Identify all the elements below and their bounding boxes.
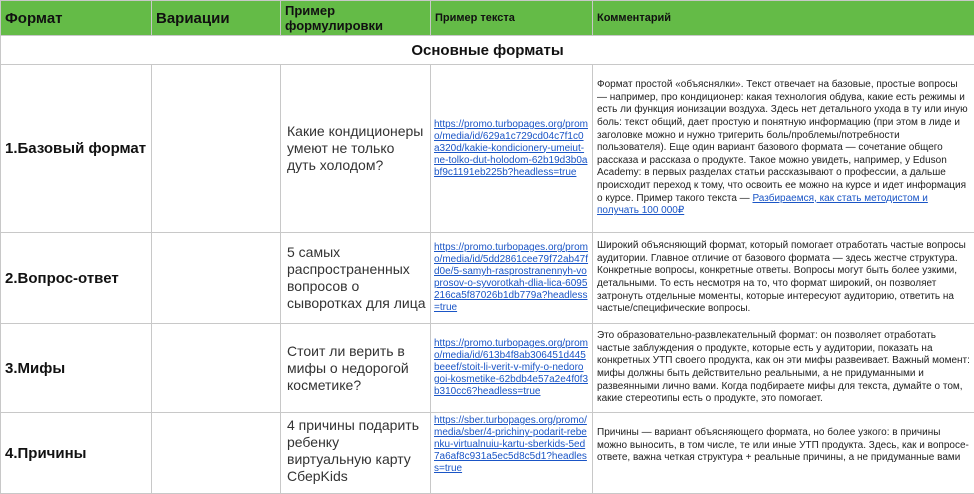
table-row (1, 413, 974, 494)
header-example-text[interactable]: Пример текста (431, 1, 593, 36)
header-format[interactable]: Формат (1, 1, 152, 36)
header-variations[interactable]: Вариации (152, 1, 281, 36)
section-row (1, 36, 974, 65)
header-row (1, 1, 974, 36)
format-cell[interactable]: 3.Мифы (1, 324, 152, 413)
example-cell[interactable]: Какие кондиционеры умеют не только дуть холодом? (281, 65, 431, 233)
comment-text: Формат простой «объяснялки». Текст отвечает на базовые, простые вопросы — например, про кондиционер: какая технология обдува, какие есть режимы и есть ли функция ионизации воздуха. Здесь нет детального ухода в ту или иную боль: текст общий, дает простую и понятную информацию (при этом в лиде и заголовке можно и нужно тригерить боль/проблемы/потребности пользователя). Еще один вариант базового формата — сочетание общего рассказа и рассказа о продукте. Такое можно увидеть, например, у Eduson Academy: в первых разделах статьи рассказывают о профессии, а дальше происходит переход к тому, что освоить ее можно на курсе и идет информация о курсе. Пример такого текста — (597, 79, 968, 203)
variation-cell[interactable] (152, 233, 281, 324)
comment-cell[interactable] (593, 65, 974, 233)
format-cell[interactable]: 1.Базовый формат (1, 65, 152, 233)
variation-cell[interactable] (152, 65, 281, 233)
table-row (1, 233, 974, 324)
comment-cell[interactable]: Причины — вариант объясняющего формата, но более узкого: в причины можно выносить, в том числе, те или иные УТП продукта. Здесь, как и вопросе-ответе, важна четкая структура + реальные причины, а не придуманные вами (593, 413, 974, 494)
example-link[interactable]: https://promo.turbopages.org/promo/media/id/613b4f8ab306451d445beeef/stoit-li-verit-v-mify-o-nedorogoi-kosmetike-62bdb4e57a2e4f0f3b310cc6?headless=true (431, 324, 593, 413)
comment-cell[interactable]: Это образовательно-развлекательный формат: он позволяет отработать частые заблуждения о продукте, которые есть у аудитории, показать на конкретных УТП своего продукта, как он эти мифы развеивает. Важный момент: мифы должны быть действительно реальными, а не придуманными и развеянными лично вами. Когда подбираете мифы для текста, думайте о том, какие стереотипы есть о продукте, это помогает. (593, 324, 974, 413)
example-link[interactable]: https://promo.turbopages.org/promo/media/id/5dd2861cee79f72ab47fd0e/5-samyh-rasprostranennyh-voprosov-o-syvorotkah-dlia-lica-6095216ca5f87026b1db779a?headless=true (431, 233, 593, 324)
example-cell[interactable]: 4 причины подарить ребенку виртуальную карту СберKids (281, 413, 431, 494)
example-cell[interactable]: 5 самых распространенных вопросов о сыворотках для лица (281, 233, 431, 324)
variation-cell[interactable] (152, 324, 281, 413)
example-link[interactable]: https://sber.turbopages.org/promo/media/sber/4-prichiny-podarit-rebenku-virtualnuiu-kartu-sberkids-5ed7a6af8c931a5ec5d8c5d1?headless=true (431, 413, 593, 494)
format-cell[interactable]: 2.Вопрос-ответ (1, 233, 152, 324)
example-cell[interactable]: Стоит ли верить в мифы о недорогой косметике? (281, 324, 431, 413)
variation-cell[interactable] (152, 413, 281, 494)
section-title[interactable]: Основные форматы (1, 36, 974, 65)
header-example-wording[interactable]: Пример формулировки (281, 1, 431, 36)
comment-cell[interactable]: Широкий объясняющий формат, который помогает отработать частые вопросы аудитории. Главное отличие от базового формата — здесь жестче структура. Конкретные вопросы, конкретные ответы. Вопросы могут быть более узкими, детальными. То есть несмотря на то, что формат широкий, он позволяет затронуть отдельные моменты, которые интересуют аудиторию, ответить на частые/специфические вопросы. (593, 233, 974, 324)
table-row (1, 324, 974, 413)
format-cell[interactable]: 4.Причины (1, 413, 152, 494)
header-comment[interactable]: Комментарий (593, 1, 974, 36)
example-link[interactable]: https://promo.turbopages.org/promo/media/id/629a1c729cd04c7f1c0a320d/kakie-kondicionery-umeiut-ne-tolko-dut-holodom-62b19d3b0abf9c1191eb225b?headless=true (431, 65, 593, 233)
table-row (1, 65, 974, 233)
comment-link[interactable]: Разбираемся, как стать методистом и получать 100 000₽ (597, 193, 928, 217)
